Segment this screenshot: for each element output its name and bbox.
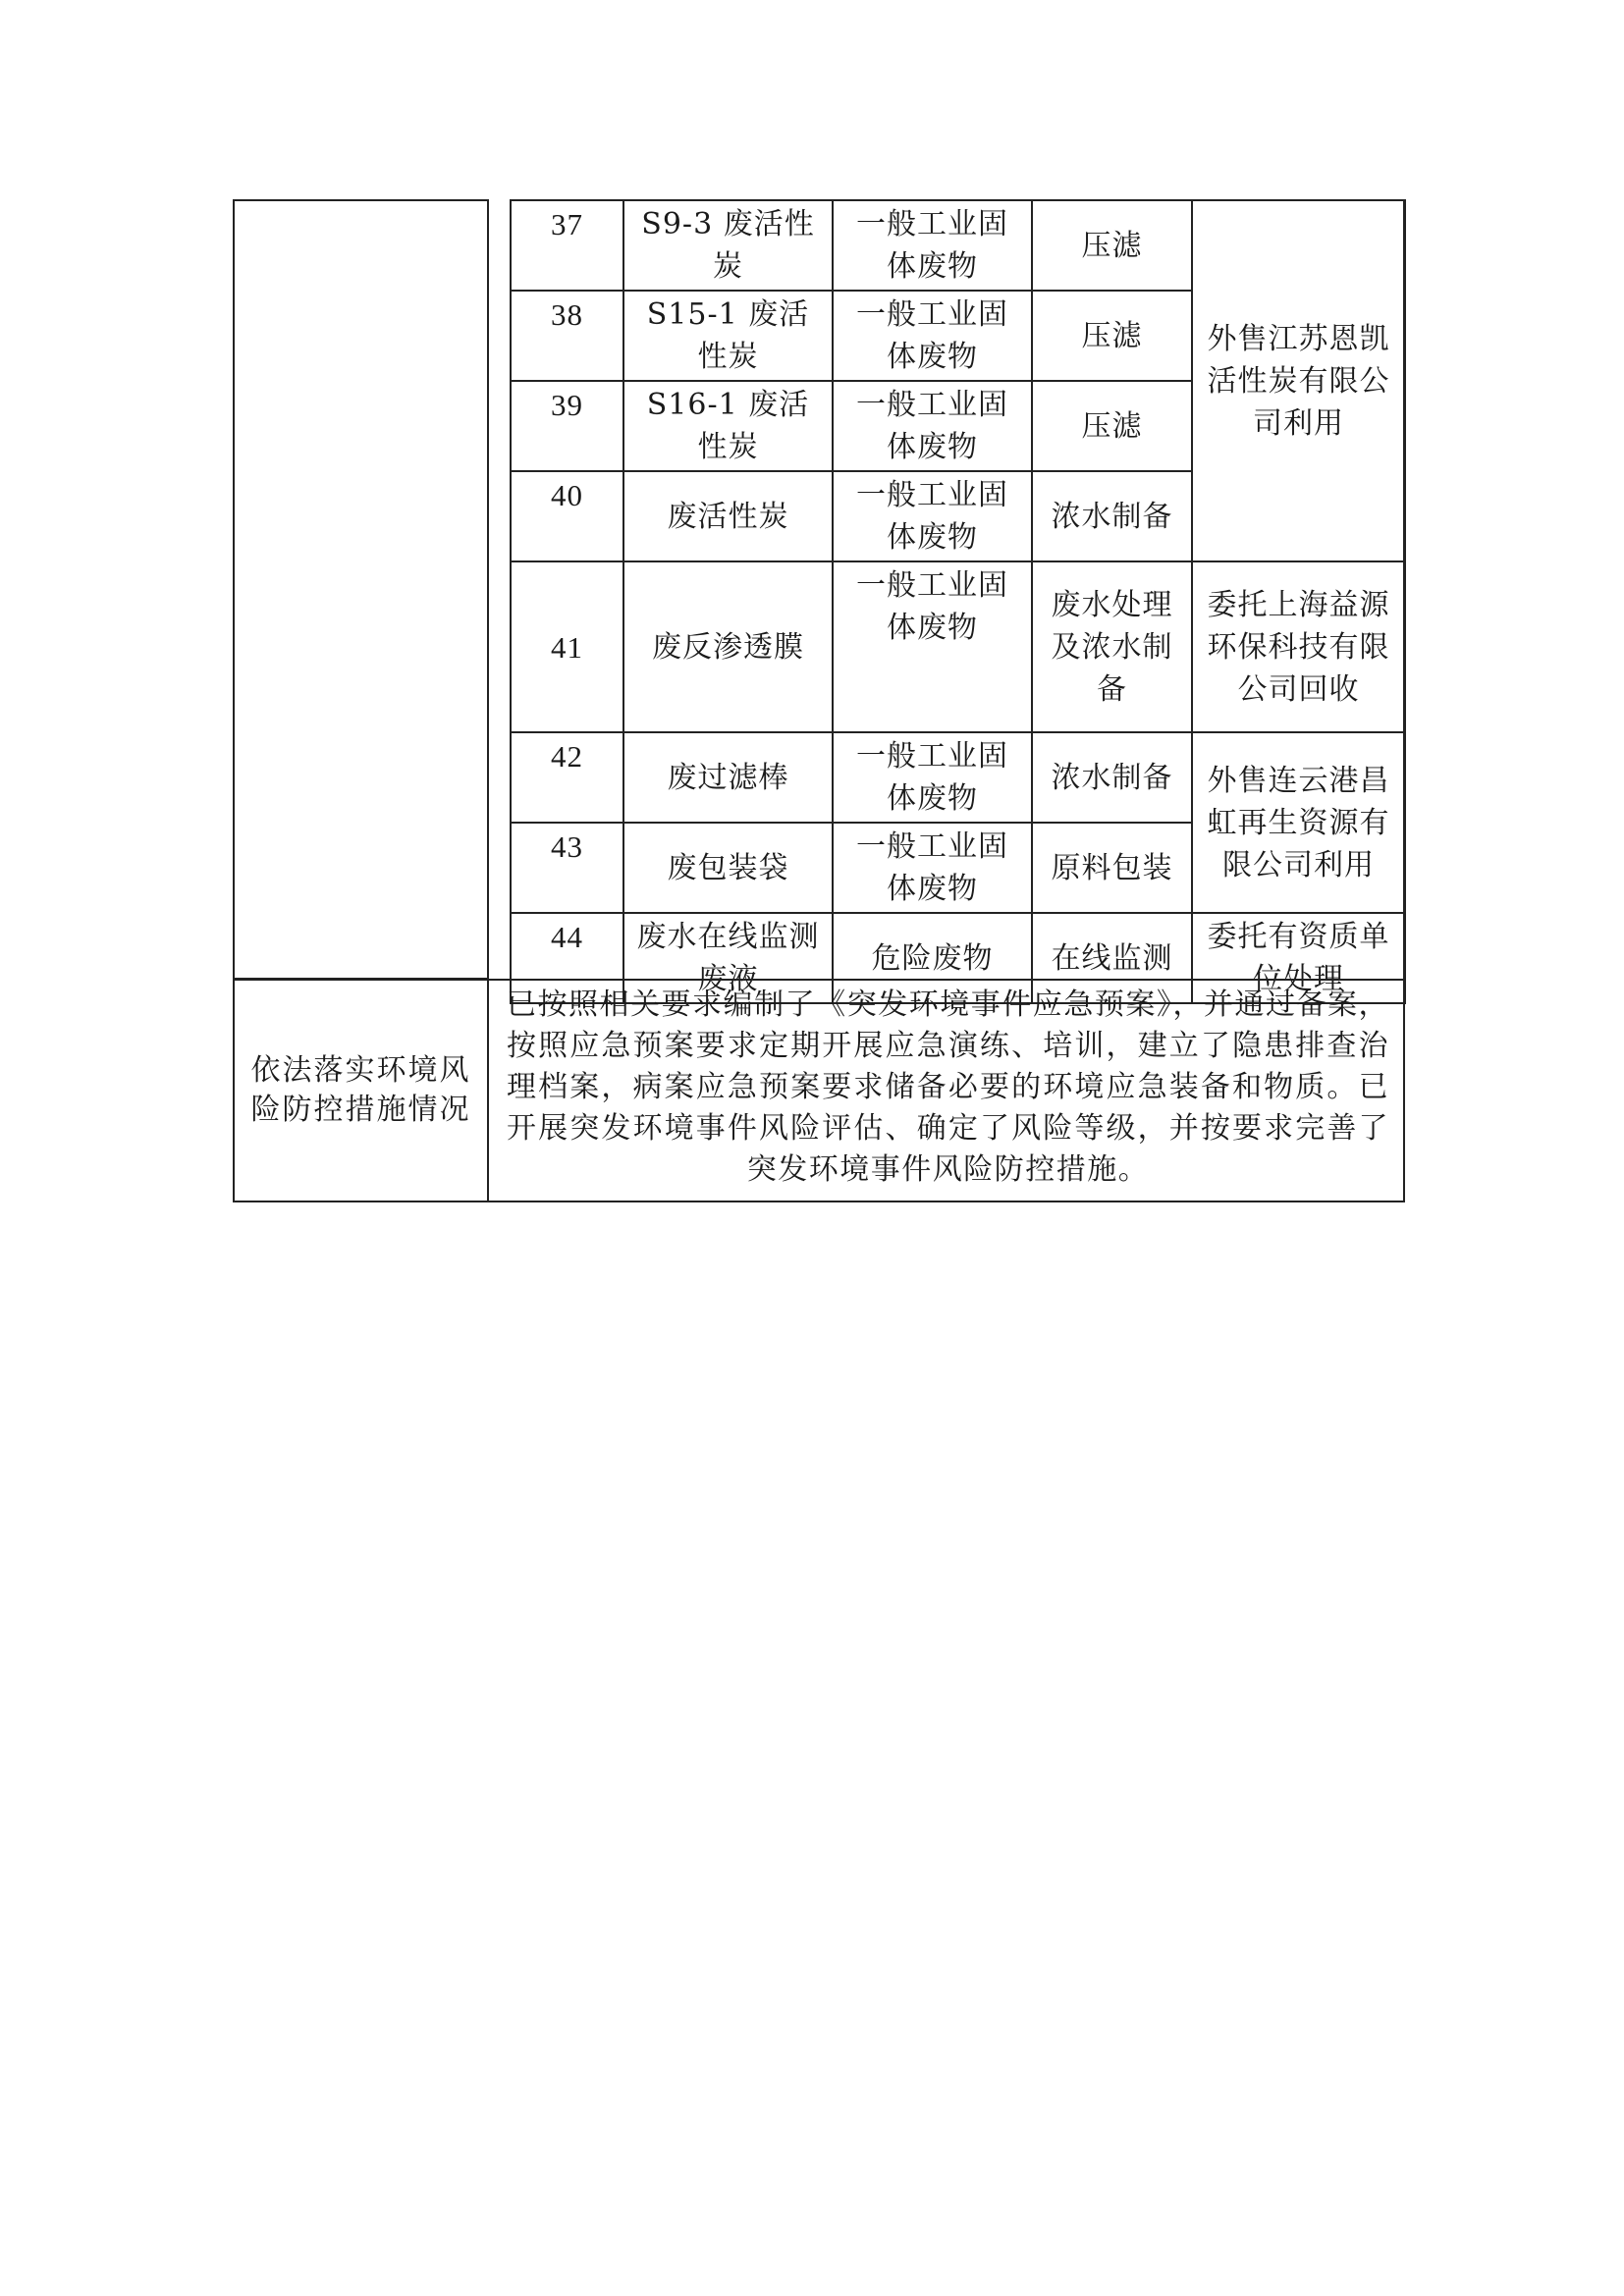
waste-name: S15-1 废活性炭 [623,291,833,381]
disposal-method: 委托有资质单位处理 [1192,913,1405,1003]
waste-source: 压滤 [1032,381,1192,471]
risk-control-description: 已按照相关要求编制了《突发环境事件应急预案》，并通过备案，按照应急预案要求定期开展应急演练、培训，建立了隐患排查治理档案，病案应急预案要求储备必要的环境应急装备和物质。已开展突发环境事件风险评估、确定了风险等级，并按要求完善了突发环境事件风险防控措施。 [507,988,1389,1187]
waste-category: 一般工业固体废物 [833,291,1032,381]
disposal-method: 委托上海益源环保科技有限公司回收 [1192,561,1405,732]
disposal-method: 外售连云港昌虹再生资源有限公司利用 [1192,732,1405,913]
risk-control-section [233,979,1405,1202]
waste-source: 原料包装 [1032,823,1192,913]
waste-source: 压滤 [1032,200,1192,291]
waste-name: 废活性炭 [623,471,833,561]
row-number: 41 [511,561,623,732]
waste-name: 废过滤棒 [623,732,833,823]
table-row [511,732,1405,823]
waste-category: 危险废物 [833,913,1032,1003]
waste-category: 一般工业固体废物 [833,823,1032,913]
waste-category: 一般工业固体废物 [833,381,1032,471]
waste-name: S9-3 废活性炭 [623,200,833,291]
waste-source: 废水处理及浓水制备 [1032,561,1192,732]
waste-source: 浓水制备 [1032,471,1192,561]
table-row [511,561,1405,732]
row-number: 37 [511,200,623,291]
risk-control-label: 依法落实环境风险防控措施情况 [235,981,489,1201]
outer-left-column [233,199,488,980]
waste-name: 废包装袋 [623,823,833,913]
waste-source: 浓水制备 [1032,732,1192,823]
waste-source: 压滤 [1032,291,1192,381]
row-number: 42 [511,732,623,823]
waste-name: 废水在线监测废液 [623,913,833,1003]
row-number: 44 [511,913,623,1003]
waste-category: 一般工业固体废物 [833,200,1032,291]
row-number: 43 [511,823,623,913]
waste-name: 废反渗透膜 [623,561,833,732]
waste-category: 一般工业固体废物 [833,732,1032,823]
disposal-method: 外售江苏恩凯活性炭有限公司利用 [1192,200,1405,561]
waste-category: 一般工业固体废物 [833,471,1032,561]
waste-name: S16-1 废活性炭 [623,381,833,471]
solid-waste-table [510,199,1406,1004]
row-number: 38 [511,291,623,381]
table-row [511,200,1405,291]
waste-source: 在线监测 [1032,913,1192,1003]
row-number: 39 [511,381,623,471]
waste-category: 一般工业固体废物 [833,561,1032,732]
row-number: 40 [511,471,623,561]
